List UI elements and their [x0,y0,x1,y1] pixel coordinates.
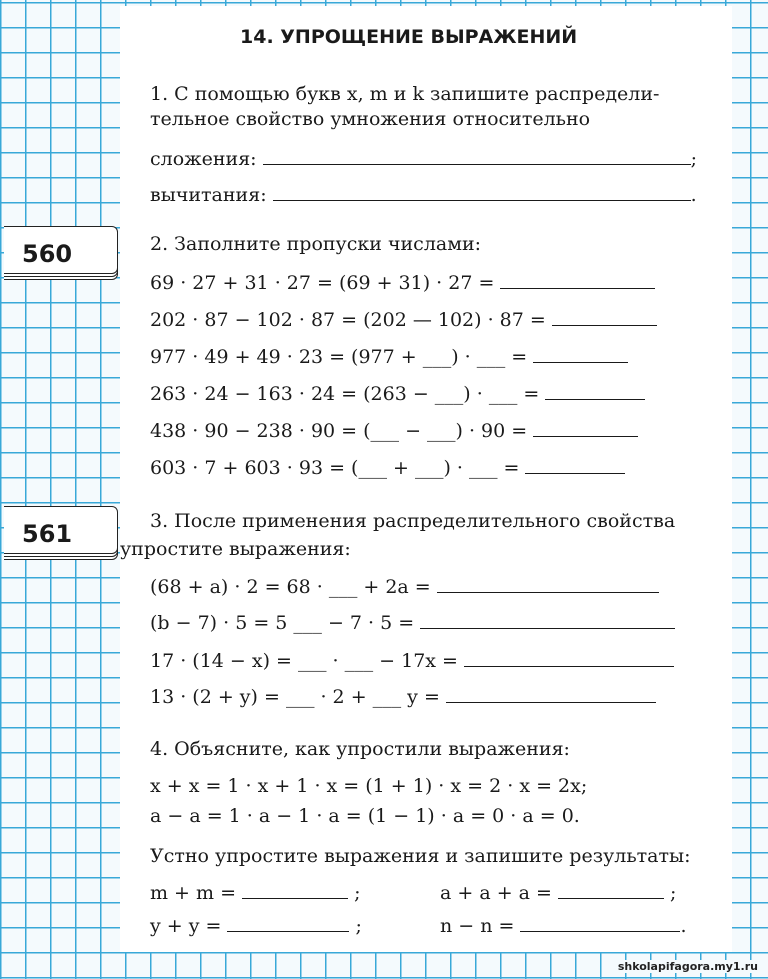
site-watermark: shkolapifagora.my1.ru [617,960,758,973]
oral-item: y + y = ; [150,915,362,937]
oral-instruction: Устно упростите выражения и запишите результаты: [150,845,691,867]
task-number: 561 [22,520,73,548]
task-tab-560 [0,226,118,284]
example-equation: a − a = 1 · a − 1 · a = (1 − 1) · a = 0 · a = 0. [150,805,580,827]
task3-row: (b − 7) · 5 = 5 ___ − 7 · 5 = [150,610,675,634]
example-equation: x + x = 1 · x + 1 · x = (1 + 1) · x = 2 · x = 2x; [150,775,588,797]
task2-row: 438 · 90 − 238 · 90 = (___ − ___) · 90 = [150,418,638,442]
task3-row: 17 · (14 − x) = ___ · ___ − 17x = [150,648,674,672]
task2-row: 69 · 27 + 31 · 27 = (69 + 31) · 27 = [150,270,655,294]
task2-row: 202 · 87 − 102 · 87 = (202 — 102) · 87 = [150,307,657,331]
answer-blank[interactable] [464,648,674,667]
task3-text: упростите выражения: [120,538,351,560]
task1-text: 1. С помощью букв x, m и k запишите распредели- [150,83,660,105]
answer-blank[interactable] [552,307,657,326]
answer-blank[interactable] [437,574,659,593]
addition-line: сложения: ; [150,148,698,170]
task2-row: 603 · 7 + 603 · 93 = (___ + ___) · ___ = [150,455,625,479]
answer-blank[interactable] [446,684,656,703]
task2-heading: 2. Заполните пропуски числами: [150,233,482,255]
task4-heading: 4. Объясните, как упростили выражения: [150,738,570,760]
answer-blank[interactable] [525,455,625,474]
task3-row: (68 + a) · 2 = 68 · ___ + 2a = [150,574,659,598]
answer-blank[interactable] [500,270,655,289]
task2-row: 263 · 24 − 163 · 24 = (263 − ___) · ___ = [150,381,645,405]
section-title: 14. УПРОЩЕНИЕ ВЫРАЖЕНИЙ [240,26,578,48]
task-number: 560 [22,240,73,268]
subtraction-line: вычитания: . [150,184,697,206]
task-tab-561 [0,506,118,564]
answer-blank[interactable] [520,913,680,932]
answer-blank[interactable] [533,418,638,437]
answer-blank[interactable] [263,146,691,165]
answer-blank[interactable] [533,344,628,363]
oral-item: m + m = ; [150,882,361,904]
oral-item: a + a + a = ; [440,882,677,904]
answer-blank[interactable] [227,913,349,932]
answer-blank[interactable] [420,610,675,629]
answer-blank[interactable] [273,182,691,201]
answer-blank[interactable] [558,880,664,899]
answer-blank[interactable] [242,880,348,899]
task3-text: 3. После применения распределительного свойства [150,510,676,532]
answer-blank[interactable] [545,381,645,400]
task1-text: тельное свойство умножения относительно [150,108,591,130]
oral-item: n − n = . [440,915,687,937]
task3-row: 13 · (2 + y) = ___ · 2 + ___ y = [150,684,656,708]
task2-row: 977 · 49 + 49 · 23 = (977 + ___) · ___ = [150,344,628,368]
